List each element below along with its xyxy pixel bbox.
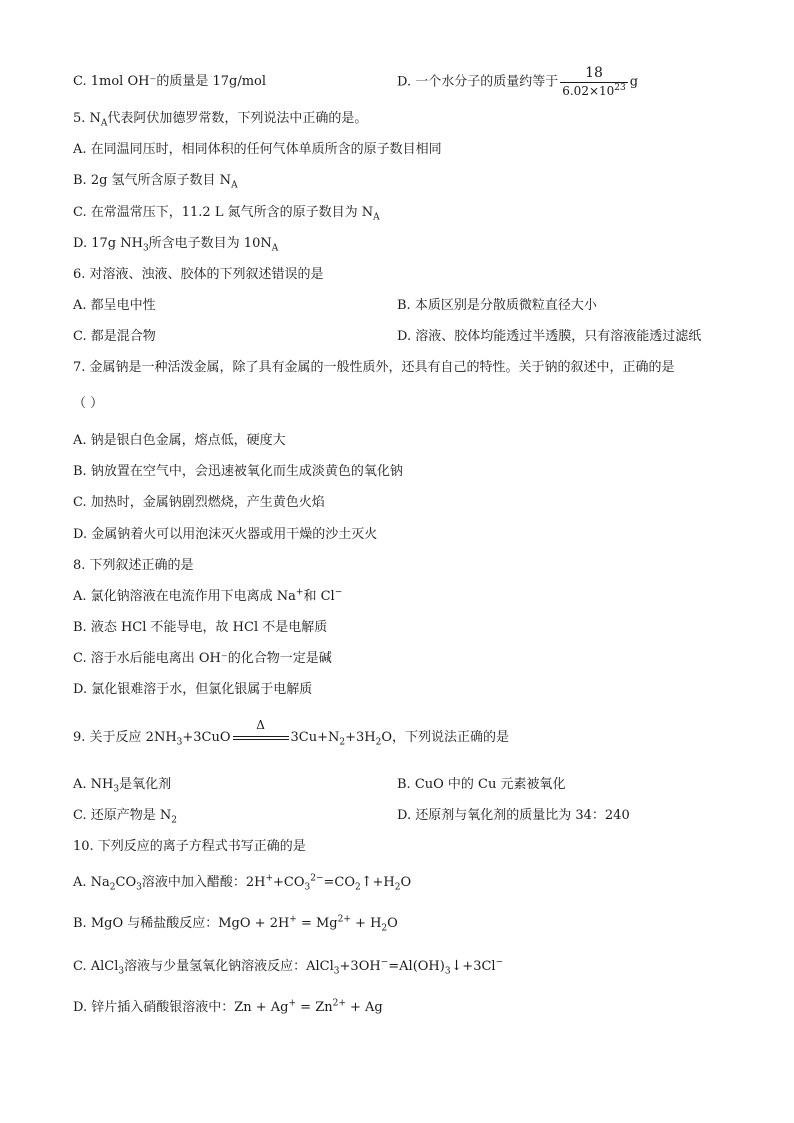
q8-option-b: B. 液态 HCl 不能导电，故 HCl 不是电解质 — [73, 620, 328, 635]
q6-option-c: C. 都是混合物 — [73, 329, 156, 344]
q9-heat-condition: Δ — [256, 717, 265, 732]
q9-stem-d: +3H — [345, 730, 376, 745]
q5-d-subA: A — [271, 243, 279, 254]
q8-a-sup1: + — [295, 587, 304, 598]
q5-c-text: C. 在常温常压下，11.2 L 氮气所含的原子数目为 N — [73, 205, 374, 220]
q10-a-mid2: 溶液中加入醋酸：2H — [141, 875, 266, 890]
q8-option-c: C. 溶于水后能电离出 OH⁻的化合物一定是碱 — [73, 651, 332, 666]
q10-a-sup3: 2− — [310, 873, 324, 884]
q5-stem-sub: A — [100, 118, 108, 129]
q5-option-c — [73, 204, 380, 222]
q9-stem-e: O，下列说法正确的是 — [381, 730, 510, 745]
q10-d-pre: D. 锌片插入硝酸银溶液中：Zn + Ag — [73, 1000, 289, 1015]
q10-d-mid: = Zn — [296, 1000, 333, 1015]
q4-d-fraction — [560, 65, 628, 99]
q5-stem-b: 代表阿伏加德罗常数，下列说法中正确的是。 — [107, 111, 368, 126]
q10-b-sup1: + — [289, 914, 297, 925]
q9-option-a — [73, 776, 171, 794]
q10-c-s1: 3 — [118, 966, 125, 977]
q10-c-pre: C. AlCl — [73, 959, 119, 974]
q10-c-mid3: =Al(OH) — [388, 959, 445, 974]
q8-a-sup2: − — [334, 587, 343, 598]
q8-option-a — [73, 588, 342, 606]
q10-a-sup1: + — [265, 873, 274, 884]
q9-a-a: A. NH — [73, 777, 114, 792]
q10-c-s2: 3 — [333, 966, 340, 977]
q9-reaction-condition-arrow — [233, 717, 289, 743]
q10-b-end: O — [387, 916, 398, 931]
q10-d-sup1: + — [288, 998, 297, 1009]
q10-a-s4: 2 — [355, 882, 361, 893]
q6-option-a: A. 都呈电中性 — [73, 298, 156, 313]
q10-c-sup1: − — [380, 957, 389, 968]
q7-option-c: C. 加热时，金属钠剧烈燃烧，产生黄色火焰 — [73, 495, 325, 510]
q10-a-s1: 2 — [109, 882, 116, 893]
q10-stem: 10. 下列反应的离子方程式书写正确的是 — [73, 839, 306, 854]
q9-stem-s1: 3 — [176, 737, 183, 748]
q9-stem — [73, 717, 510, 748]
q10-a-mid3: +CO — [273, 875, 305, 890]
q5-c-sub: A — [373, 212, 380, 223]
q9-stem-a: 9. 关于反应 2NH — [73, 730, 177, 745]
q9-option-b: B. CuO 中的 Cu 元素被氧化 — [397, 777, 566, 792]
q5-b-text: B. 2g 氢气所含原子数目 N — [73, 173, 232, 188]
q10-c-sup2: − — [495, 957, 504, 968]
q4-d-den-exp: 23 — [614, 83, 626, 93]
q7-stem: 7. 金属钠是一种活泼金属，除了具有金属的一般性质外，还具有自己的特性。关于钠的叙述中，正确的是 — [73, 360, 675, 375]
q8-option-d: D. 氯化银难溶于水，但氯化银属于电解质 — [73, 682, 313, 697]
q10-option-d — [73, 999, 383, 1017]
q10-b-sup2: 2+ — [337, 914, 351, 925]
q10-a-s5: 2 — [394, 882, 401, 893]
q10-b-s: 2 — [381, 923, 388, 934]
q10-c-mid4: +3Cl — [462, 959, 496, 974]
q6-option-b: B. 本质区别是分散质微粒直径大小 — [397, 298, 597, 313]
q6-stem: 6. 对溶液、浊液、胶体的下列叙述错误的是 — [73, 267, 324, 282]
q4-d-denominator — [560, 82, 628, 99]
q7-answer-paren: （ ） — [73, 396, 104, 411]
q10-d-end: + Ag — [345, 1000, 383, 1015]
q9-option-c — [73, 807, 177, 825]
q10-a-pre: A. Na — [73, 875, 110, 890]
q6-option-d: D. 溶液、胶体均能透过半透膜，只有溶液能透过滤纸 — [397, 329, 702, 344]
q5-d-sub3: 3 — [142, 243, 149, 254]
q9-stem-s2: 2 — [339, 737, 346, 748]
q5-d-a: D. 17g NH — [73, 236, 143, 251]
q7-option-a: A. 钠是银白色金属，熔点低，硬度大 — [73, 433, 286, 448]
q4-option-c: C. 1mol OH⁻的质量是 17g/mol — [73, 74, 267, 89]
q10-b-mid: = Mg — [296, 916, 338, 931]
q9-option-d: D. 还原剂与氧化剂的质量比为 34：240 — [397, 808, 630, 823]
q10-a-s2: 3 — [136, 882, 142, 893]
q9-a-sub: 3 — [113, 784, 120, 795]
q10-a-sub3: 3 — [304, 882, 311, 893]
q10-option-c — [73, 957, 503, 976]
q10-c-mid1: 溶液与少量氢氧化钠溶液反应：AlCl — [124, 959, 334, 974]
q8-a-text: A. 氯化钠溶液在电流作用下电离成 Na — [73, 589, 296, 604]
q8-stem: 8. 下列叙述正确的是 — [73, 558, 194, 573]
q10-a-mid1: CO — [115, 875, 137, 890]
q9-c-sub: 2 — [171, 815, 177, 826]
q7-option-d: D. 金属钠着火可以用泡沫灭火器或用干燥的沙土灭火 — [73, 527, 378, 542]
q9-c-a: C. 还原产物是 N — [73, 808, 172, 823]
q5-option-b — [73, 172, 238, 190]
q5-d-b: 所含电子数目为 10N — [148, 236, 272, 251]
q9-stem-b: +3CuO — [182, 730, 231, 745]
q10-a-mid4: =CO — [323, 875, 356, 890]
q10-option-a — [73, 873, 411, 892]
q10-c-mid2: +3OH — [339, 959, 381, 974]
q9-stem-s3: 2 — [375, 737, 382, 748]
q4-d-text: D. 一个水分子的质量约等于 — [397, 74, 559, 90]
q4-option-d — [397, 65, 638, 100]
precipitate-down-arrow-icon: ↓ — [450, 958, 463, 974]
q10-b-mid2: + H — [350, 916, 382, 931]
gas-up-arrow-icon: ↑ — [360, 874, 373, 890]
q9-stem-c: 3Cu+N — [290, 730, 340, 745]
q10-d-sup2: 2+ — [332, 998, 346, 1009]
q9-a-b: 是氧化剂 — [119, 777, 172, 792]
q10-a-end: O — [400, 875, 412, 890]
q10-option-b — [73, 915, 398, 933]
q5-option-a: A. 在同温同压时，相同体积的任何气体单质所含的原子数目相同 — [73, 142, 442, 157]
q5-stem — [73, 110, 367, 128]
q5-option-d — [73, 235, 278, 253]
q5-stem-a: 5. N — [73, 111, 101, 126]
q8-a-mid: 和 Cl — [303, 589, 335, 604]
q4-d-unit: g — [629, 74, 639, 90]
q10-b-pre: B. MgO 与稀盐酸反应：MgO + 2H — [73, 916, 290, 931]
q10-a-mid5: +H — [372, 875, 395, 890]
q10-c-s3: 3 — [444, 966, 451, 977]
q4-d-den-base: 6.02×10 — [562, 84, 615, 98]
q7-option-b: B. 钠放置在空气中，会迅速被氧化而生成淡黄色的氧化钠 — [73, 464, 403, 479]
q5-b-sub: A — [231, 180, 238, 191]
q4-d-numerator: 18 — [585, 65, 603, 81]
